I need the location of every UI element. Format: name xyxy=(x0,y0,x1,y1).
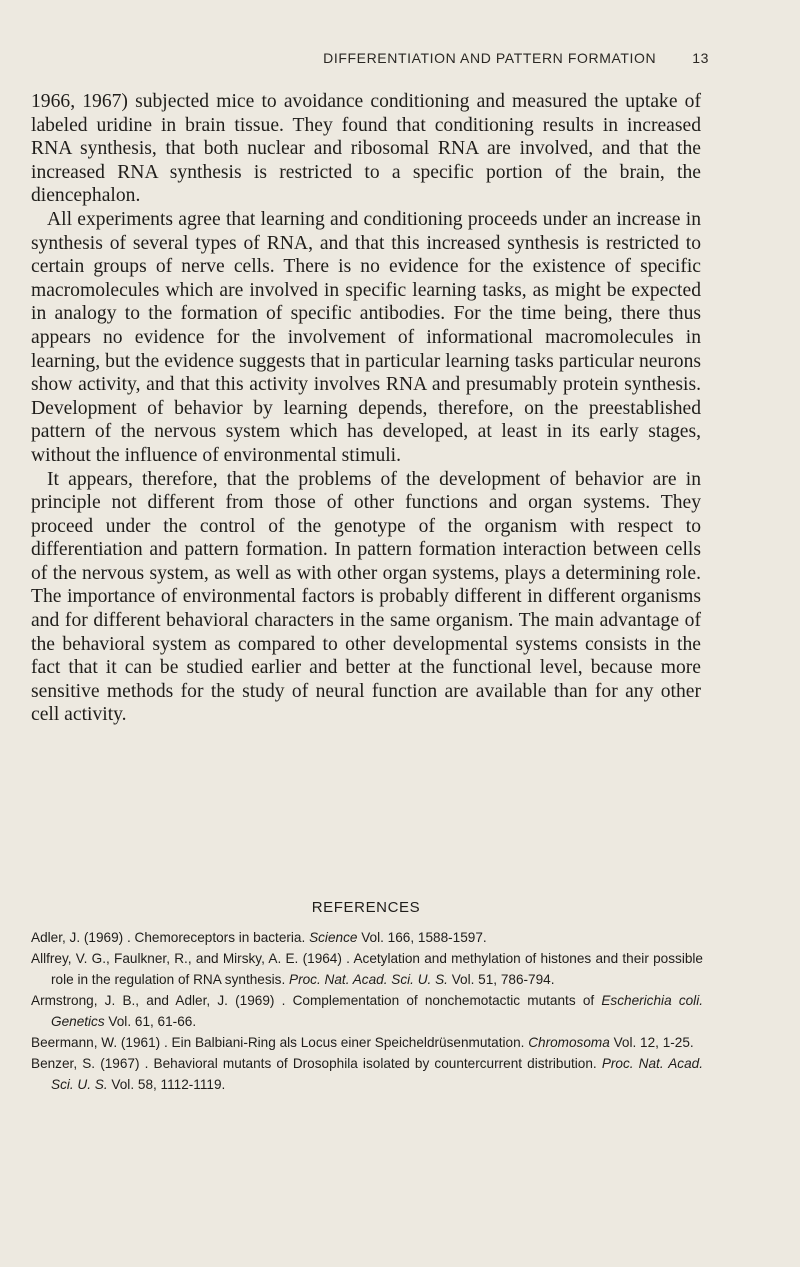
running-title: DIFFERENTIATION AND PATTERN FORMATION xyxy=(323,50,657,66)
reference-volume: Vol. 58, 1112-1119. xyxy=(107,1077,226,1092)
reference-journal: Chromosoma xyxy=(528,1035,610,1050)
reference-text: Benzer, S. (1967) . Behavioral mutants of Drosophila isolated by countercurrent distribution. xyxy=(31,1056,602,1071)
reference-journal: Escherichia coli. Genetics xyxy=(51,993,703,1029)
reference-journal: Proc. Nat. Acad. Sci. U. S. xyxy=(289,972,448,987)
reference-text: Armstrong, J. B., and Adler, J. (1969) . Complementation of nonchemotactic mutants of xyxy=(31,993,602,1008)
reference-volume: Vol. 51, 786-794. xyxy=(447,972,555,987)
reference-item xyxy=(31,948,703,990)
reference-item xyxy=(31,1032,703,1053)
paragraph: All experiments agree that learning and conditioning proceeds under an increase in synthesis of several types of RNA, and that this increased synthesis is restricted to certain groups of nerve cells. There is no evidence for the existence of specific macromolecules which are involved in specific learning tasks, as might be expected in analogy to the formation of specific antibodies. For the time being, there thus appears no evidence for the involvement of informational macromolecules in learning, but the evidence suggests that in particular learning tasks particular neurons show activity, and that this activity involves RNA and presumably protein synthesis. Development of behavior by learning depends, therefore, on the preestablished pattern of the nervous system which has developed, at least in its early stages, without the influence of environmental stimuli. xyxy=(31,208,701,466)
reference-item xyxy=(31,927,703,948)
reference-volume: Vol. 12, 1-25. xyxy=(609,1035,694,1050)
reference-volume: Vol. 61, 61-66. xyxy=(104,1014,197,1029)
reference-text: Beermann, W. (1961) . Ein Balbiani-Ring als Locus einer Speicheldrüsenmutation. xyxy=(31,1035,529,1050)
body-text xyxy=(31,90,701,727)
reference-volume: Vol. 166, 1588-1597. xyxy=(357,930,487,945)
page-number: 13 xyxy=(692,50,709,66)
paragraph: It appears, therefore, that the problems of the development of behavior are in principle not different from those of other functions and organ systems. They proceed under the control of the genotype of the organism with respect to differentiation and pattern formation. In pattern formation interaction between cells of the nervous system, as well as with other organ systems, plays a determining role. The importance of environmental factors is probably different in different organisms and for different behavioral characters in the same organism. The main advantage of the behavioral system as compared to other developmental systems consists in the fact that it can be studied earlier and better at the functional level, because more sensitive methods for the study of neural function are available than for any other cell activity. xyxy=(31,468,701,726)
references-list xyxy=(31,927,703,1095)
reference-item xyxy=(31,1053,703,1095)
paragraph-continued: 1966, 1967) subjected mice to avoidance conditioning and measured the uptake of labeled uridine in brain tissue. They found that conditioning results in increased RNA synthesis, that both nuclear and ribosomal RNA are involved, and that the increased RNA synthesis is restricted to a specific portion of the brain, the diencephalon. xyxy=(31,91,701,207)
reference-journal: Science xyxy=(309,930,358,945)
references-heading: REFERENCES xyxy=(311,899,421,916)
running-header xyxy=(31,50,709,66)
reference-journal: Proc. Nat. Acad. Sci. U. S. xyxy=(51,1056,703,1092)
reference-item xyxy=(31,990,703,1032)
reference-text: Adler, J. (1969) . Chemoreceptors in bacteria. xyxy=(31,930,310,945)
reference-text: Allfrey, V. G., Faulkner, R., and Mirsky, A. E. (1964) . Acetylation and methylation of histones and their possible role in the regulation of RNA synthesis. xyxy=(31,951,703,987)
